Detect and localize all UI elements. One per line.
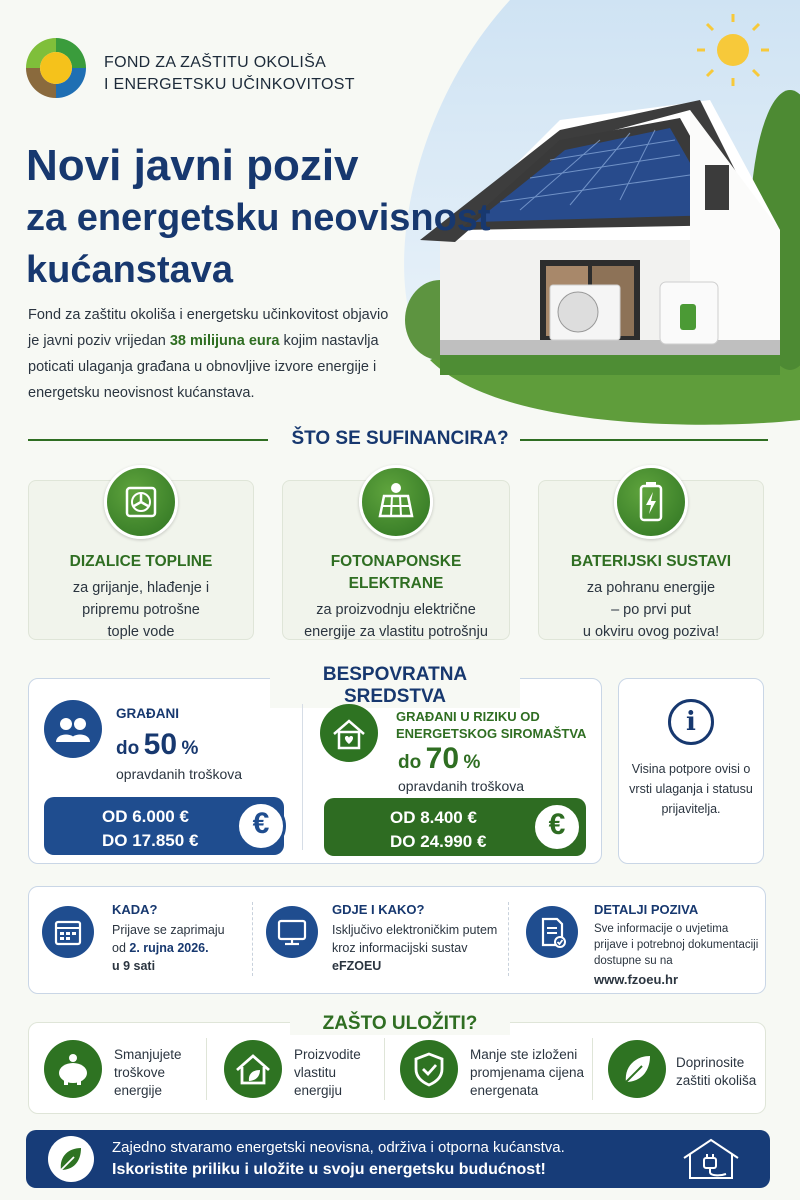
where-system: eFZOEU xyxy=(332,959,382,973)
card-desc-2: energije za vlastitu potrošnju xyxy=(304,624,488,640)
card-title: BATERIJSKI SUSTAVI xyxy=(570,553,732,570)
why-line: energiju xyxy=(294,1083,343,1098)
pct-value: 50 xyxy=(143,728,178,761)
footer-banner xyxy=(26,1130,770,1188)
why-line: energije xyxy=(114,1083,163,1098)
range-from: OD 8.400 € xyxy=(390,808,477,827)
org-line-2: I ENERGETSKU UČINKOVITOST xyxy=(104,76,355,93)
details-heading: DETALJI POZIVA xyxy=(594,902,699,917)
intro-text-a: Fond za zaštitu okoliša i energetsku učinkovitost objavio je javni poziv vrijedan xyxy=(28,307,389,349)
leaf-icon xyxy=(608,1040,666,1098)
why-line: energenata xyxy=(470,1083,539,1098)
where-line-1: Isključivo elektroničkim putem xyxy=(332,923,498,937)
why-divider xyxy=(384,1038,385,1100)
document-icon xyxy=(526,906,578,958)
citizens-sub: opravdanih troškova xyxy=(116,766,243,782)
battery-icon xyxy=(614,465,688,539)
euro-icon: € xyxy=(236,801,286,851)
page-title xyxy=(26,140,491,296)
banner-line-2: Iskoristite priliku i uložite u svoju energetsku budućnost! xyxy=(112,1161,546,1178)
card-title-2: ELEKTRANE xyxy=(348,575,444,592)
grants-note-box xyxy=(618,678,764,864)
info-icon: i xyxy=(668,699,714,745)
when-from: od xyxy=(112,941,130,955)
why-line: Manje ste izloženi xyxy=(470,1047,578,1062)
intro-amount: 38 milijuna eura xyxy=(169,333,280,349)
why-line: promjenama cijena xyxy=(470,1065,585,1080)
card-desc-3: u okviru ovog poziva! xyxy=(582,624,720,640)
why-line: zaštiti okoliša xyxy=(676,1073,757,1088)
when-line-1: Prijave se zaprimaju xyxy=(112,923,225,937)
pct-prefix: do xyxy=(116,738,140,759)
people-icon xyxy=(44,700,102,758)
details-line-1: Sve informacije o uvjetima xyxy=(594,923,729,935)
card-desc-3: tople vode xyxy=(107,624,175,640)
pct-sign: % xyxy=(181,738,199,759)
range-to: DO 17.850 € xyxy=(102,831,199,850)
note-line-2: vrsti ulaganja i statusu xyxy=(629,782,753,796)
when-line-2 xyxy=(112,939,225,957)
info-details xyxy=(594,902,758,989)
why-line: vlastitu xyxy=(294,1065,337,1080)
card-title-1: FOTONAPONSKE xyxy=(330,553,462,570)
info-divider-2 xyxy=(508,902,509,976)
range-from: OD 6.000 € xyxy=(102,807,189,826)
poverty-label-1: GRAĐANI U RIZIKU OD xyxy=(396,709,540,724)
poverty-label-2: ENERGETSKOG SIROMAŠTVA xyxy=(396,726,587,741)
euro-icon: € xyxy=(532,802,582,852)
info-when xyxy=(112,902,225,975)
shield-check-icon xyxy=(400,1040,458,1098)
title-line-2: za energetsku neovisnost xyxy=(26,197,491,239)
banner-line-1: Zajedno stvaramo energetski neovisna, održiva i otporna kućanstva. xyxy=(112,1139,565,1156)
poverty-sub: opravdanih troškova xyxy=(398,778,525,794)
info-divider-1 xyxy=(252,902,253,976)
card-desc-2: pripremu potrošne xyxy=(82,602,200,618)
home-heart-icon xyxy=(320,704,378,762)
card-desc-1: za proizvodnju električne xyxy=(316,602,476,618)
where-heading: GDJE I KAKO? xyxy=(332,902,425,917)
heat-pump-icon xyxy=(104,465,178,539)
title-line-3: kućanstava xyxy=(26,249,234,291)
why-divider xyxy=(592,1038,593,1100)
why-line: troškove xyxy=(114,1065,166,1080)
range-to: DO 24.990 € xyxy=(390,832,487,851)
org-line-1: FOND ZA ZAŠTITU OKOLIŠA xyxy=(104,54,327,71)
why-line: Doprinosite xyxy=(676,1055,745,1070)
where-line-2: kroz informacijski sustav xyxy=(332,941,468,955)
why-line: Smanjujete xyxy=(114,1047,182,1062)
piggy-bank-icon xyxy=(44,1040,102,1098)
details-line-3: dostupne su na xyxy=(594,955,673,967)
note-line-1: Visina potpore ovisi o xyxy=(631,762,751,776)
details-website-link[interactable]: www.fzoeu.hr xyxy=(594,972,679,987)
home-plug-icon xyxy=(676,1136,746,1182)
intro-paragraph xyxy=(28,302,398,406)
when-date: 2. rujna 2026. xyxy=(129,941,209,955)
why-item-4 xyxy=(676,1054,756,1090)
monitor-icon xyxy=(266,906,318,958)
pct-value: 70 xyxy=(425,742,460,775)
why-section-title: ZAŠTO ULOŽITI? xyxy=(290,1013,510,1035)
solar-panel-icon xyxy=(359,465,433,539)
citizens-percentage xyxy=(116,728,198,762)
info-where xyxy=(332,902,497,975)
note-line-3: prijavitelja. xyxy=(661,802,721,816)
financed-section-title: ŠTO SE SUFINANCIRA? xyxy=(291,428,509,449)
leaf-icon xyxy=(48,1136,94,1182)
details-line-2: prijave i potrebnoj dokumentaciji xyxy=(594,939,759,951)
title-line-1: Novi javni poziv xyxy=(26,141,359,190)
pct-prefix: do xyxy=(398,752,422,773)
when-heading: KADA? xyxy=(112,902,158,917)
why-divider xyxy=(206,1038,207,1100)
poverty-label xyxy=(396,708,586,742)
card-desc-2: – po prvi put xyxy=(611,602,691,618)
when-time: u 9 sati xyxy=(112,959,156,973)
card-desc-1: za grijanje, hlađenje i xyxy=(72,580,210,596)
poverty-percentage xyxy=(398,742,480,776)
citizens-label: GRAĐANI xyxy=(116,706,179,721)
card-desc-1: za pohranu energije xyxy=(586,580,716,596)
eco-home-icon xyxy=(224,1040,282,1098)
why-item-3 xyxy=(470,1046,584,1100)
card-title: DIZALICE TOPLINE xyxy=(69,553,213,570)
why-item-1 xyxy=(114,1046,182,1100)
grants-section-title: BESPOVRATNA SREDSTVA xyxy=(270,664,520,708)
why-item-2 xyxy=(294,1046,361,1100)
pct-sign: % xyxy=(463,752,481,773)
card-battery xyxy=(538,480,764,640)
organization-name xyxy=(104,52,355,96)
why-line: Proizvodite xyxy=(294,1047,361,1062)
calendar-icon xyxy=(42,906,94,958)
card-heat-pump xyxy=(28,480,254,640)
card-solar xyxy=(282,480,510,640)
intro-text-c: kojim nastavlja poticati ulaganja građana u obnovljive izvore energije i energetsku neovisnost kućanstava. xyxy=(28,333,379,401)
grants-divider xyxy=(302,704,303,850)
fund-logo xyxy=(24,36,88,100)
